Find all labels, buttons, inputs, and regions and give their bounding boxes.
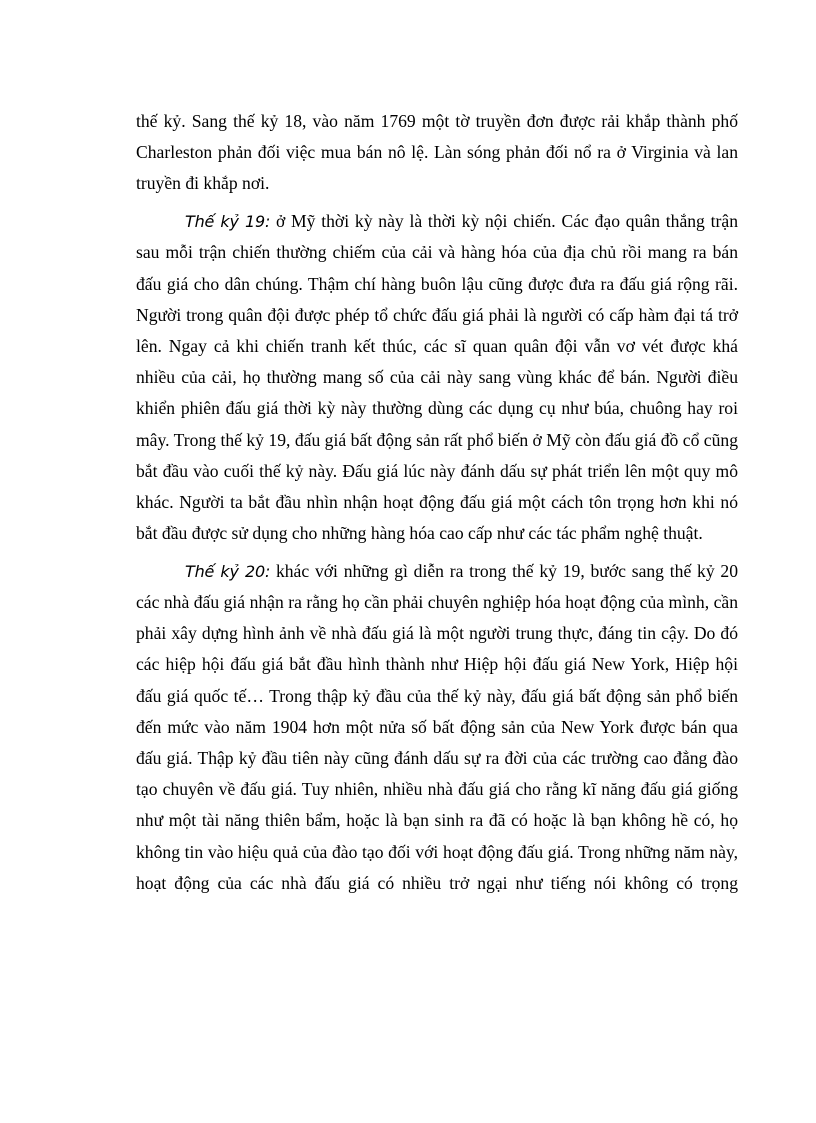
- paragraph-heading-19th-century: Thế kỷ 19:: [185, 212, 271, 232]
- paragraph-text: thế kỷ. Sang thế kỷ 18, vào năm 1769 một tờ truyền đơn được rải khắp thành phố Charleston phản đối việc mua bán nô lệ. Làn sóng phản đối nổ ra ở Virginia và lan truyền đi khắp nơi.: [136, 111, 738, 194]
- paragraph-20th-century: [136, 556, 738, 899]
- paragraph-19th-century: [136, 206, 738, 549]
- paragraph-text: ở Mỹ thời kỳ này là thời kỳ nội chiến. Các đạo quân thắng trận sau mỗi trận chiến thường chiếm của cải và hàng hóa của địa chủ rồi mang ra bán đấu giá cho dân chúng. Thậm chí hàng buôn lậu cũng được đưa ra đấu giá rộng rãi. Người trong quân đội được phép tổ chức đấu giá phải là người có cấp hàm đại tá trở lên. Ngay cả khi chiến tranh kết thúc, các sĩ quan quân đội vẫn vơ vét được khá nhiều của cải, họ thường mang số của cải này sang vùng khác để bán. Người điều khiển phiên đấu giá thời kỳ này thường dùng các dụng cụ như búa, chuông hay roi mây. Trong thế kỷ 19, đấu giá bất động sản rất phổ biến ở Mỹ còn đấu giá đồ cổ cũng bắt đầu vào cuối thế kỷ này. Đấu giá lúc này đánh dấu sự phát triển lên một quy mô khác. Người ta bắt đầu nhìn nhận hoạt động đấu giá một cách tôn trọng hơn khi nó bắt đầu được sử dụng cho những hàng hóa cao cấp như các tác phẩm nghệ thuật.: [136, 211, 738, 544]
- paragraph-18th-century: [136, 106, 738, 200]
- paragraph-heading-20th-century: Thế kỷ 20:: [185, 561, 271, 581]
- document-body: [136, 106, 738, 906]
- paragraph-text: khác với những gì diễn ra trong thế kỷ 19, bước sang thế kỷ 20 các nhà đấu giá nhận ra rằng họ cần phải chuyên nghiệp hóa hoạt động của mình, cần phải xây dựng hình ảnh về nhà đấu giá là một người trung thực, đáng tin cậy. Do đó các hiệp hội đấu giá bắt đầu hình thành như Hiệp hội đấu giá New York, Hiệp hội đấu giá quốc tế… Trong thập kỷ đầu của thế kỷ này, đấu giá bất động sản phổ biến đến mức vào năm 1904 hơn một nửa số bất động sản của New York được bán qua đấu giá. Thập kỷ đầu tiên này cũng đánh dấu sự ra đời của các trường cao đẳng đào tạo chuyên về đấu giá. Tuy nhiên, nhiều nhà đấu giá cho rằng kĩ năng đấu giá giống như một tài năng thiên bẩm, hoặc là bạn sinh ra đã có hoặc là bạn không hề có, họ không tin vào hiệu quả của đào tạo đối với hoạt động đấu giá. Trong những năm này, hoạt động của các nhà đấu giá có nhiều trở ngại như tiếng nói không có trọng: [136, 560, 738, 893]
